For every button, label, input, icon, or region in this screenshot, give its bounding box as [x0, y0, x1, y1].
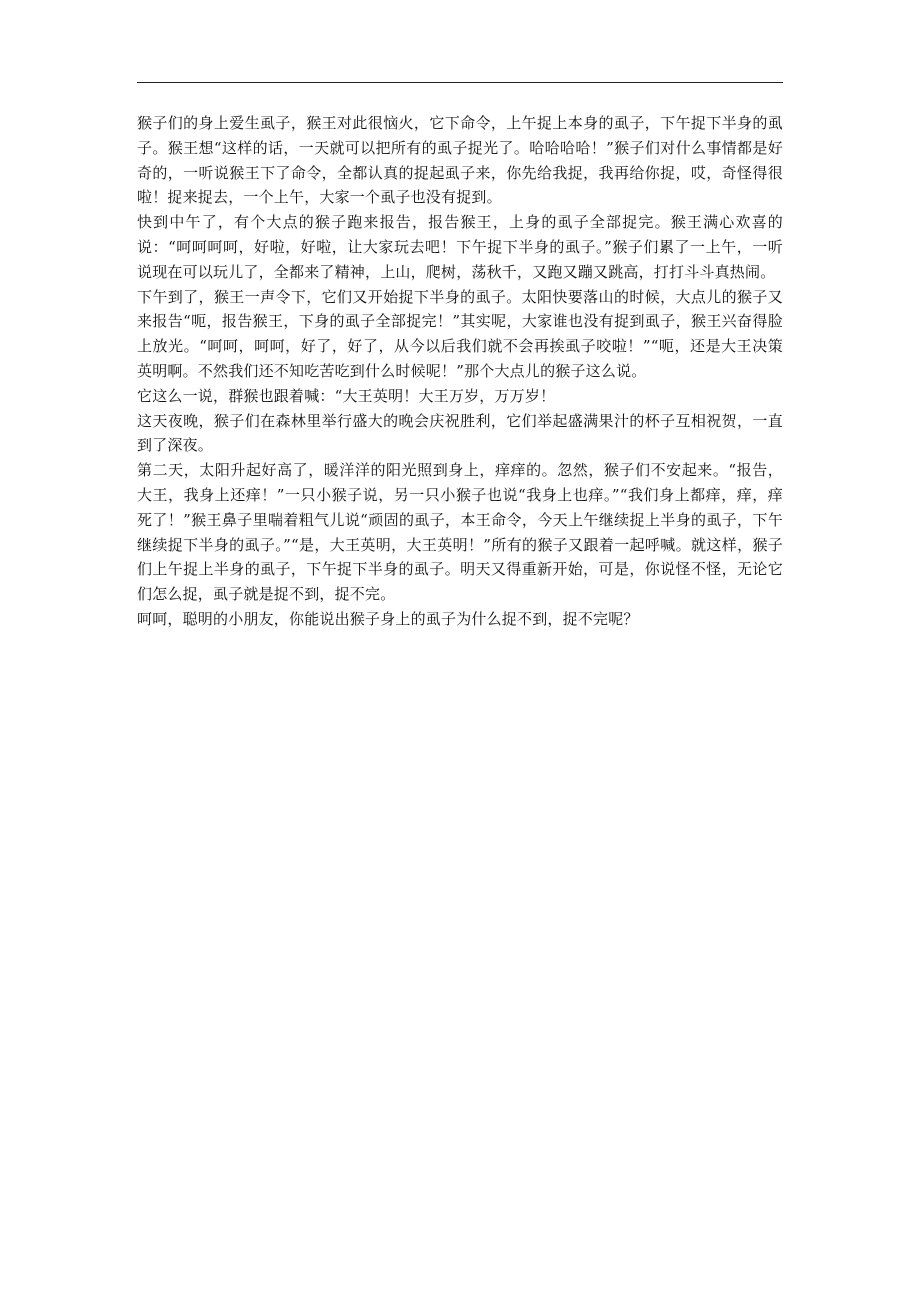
paragraph-7: 呵呵，聪明的小朋友，你能说出猴子身上的虱子为什么捉不到，捉不完呢？: [137, 609, 639, 628]
story-body: [137, 111, 783, 632]
paragraph-6: 第二天，太阳升起好高了，暖洋洋的阳光照到身上，痒痒的。忽然，猴子们不安起来。“报告，大王，我身上还痒！”一只小猴子说，另一只小猴子也说“我身上也痒。”“我们身上都痒，痒，痒死了！”猴王鼻子里喘着粗气儿说“顽固的虱子，本王命令，今天上午继续捉上半身的虱子，下午继续捉下半身的虱子。”“是，大王英明，大王英明！”所有的猴子又跟着一起呼喊。就这样，猴子们上午捉上半身的虱子，下午捉下半身的虱子。明天又得重新开始，可是，你说怪不怪，无论它们怎么捉，虱子就是捉不到，捉不完。: [137, 461, 783, 604]
paragraph-1: 猴子们的身上爱生虱子，猴王对此很恼火，它下命令，上午捉上本身的虱子，下午捉下半身的虱子。猴王想“这样的话，一天就可以把所有的虱子捉光了。哈哈哈哈！”猴子们对什么事情都是好奇的，一听说猴王下了命令，全都认真的捉起虱子来，你先给我捉，我再给你捉，哎，奇怪得很啦！捉来捉去，一个上午，大家一个虱子也没有捉到。: [137, 114, 783, 207]
paragraph-3: 下午到了，猴王一声令下，它们又开始捉下半身的虱子。太阳快要落山的时候，大点儿的猴子又来报告“呃，报告猴王，下身的虱子全部捉完！”其实呢，大家谁也没有捉到虱子，猴王兴奋得脸上放光。“呵呵，呵呵，好了，好了，从今以后我们就不会再挨虱子咬啦！”“呃，还是大王决策英明啊。不然我们还不知吃苦吃到什么时候呢！”那个大点儿的猴子这么说。: [137, 287, 783, 380]
paragraph-2: 快到中午了，有个大点的猴子跑来报告，报告猴王，上身的虱子全部捉完。猴王满心欢喜的说：“呵呵呵呵，好啦，好啦，让大家玩去吧！下午捉下半身的虱子。”猴子们累了一上午，一听说现在可以玩儿了，全都来了精神，上山，爬树，荡秋千，又跑又蹦又跳高，打打斗斗真热闹。: [137, 213, 783, 281]
paragraph-5: 这天夜晚，猴子们在森林里举行盛大的晚会庆祝胜利，它们举起盛满果汁的杯子互相祝贺，一直到了深夜。: [137, 411, 783, 455]
header-rule: [137, 82, 783, 83]
paragraph-4: 它这么一说，群猴也跟着喊：“大王英明！大王万岁，万万岁！: [137, 386, 556, 405]
